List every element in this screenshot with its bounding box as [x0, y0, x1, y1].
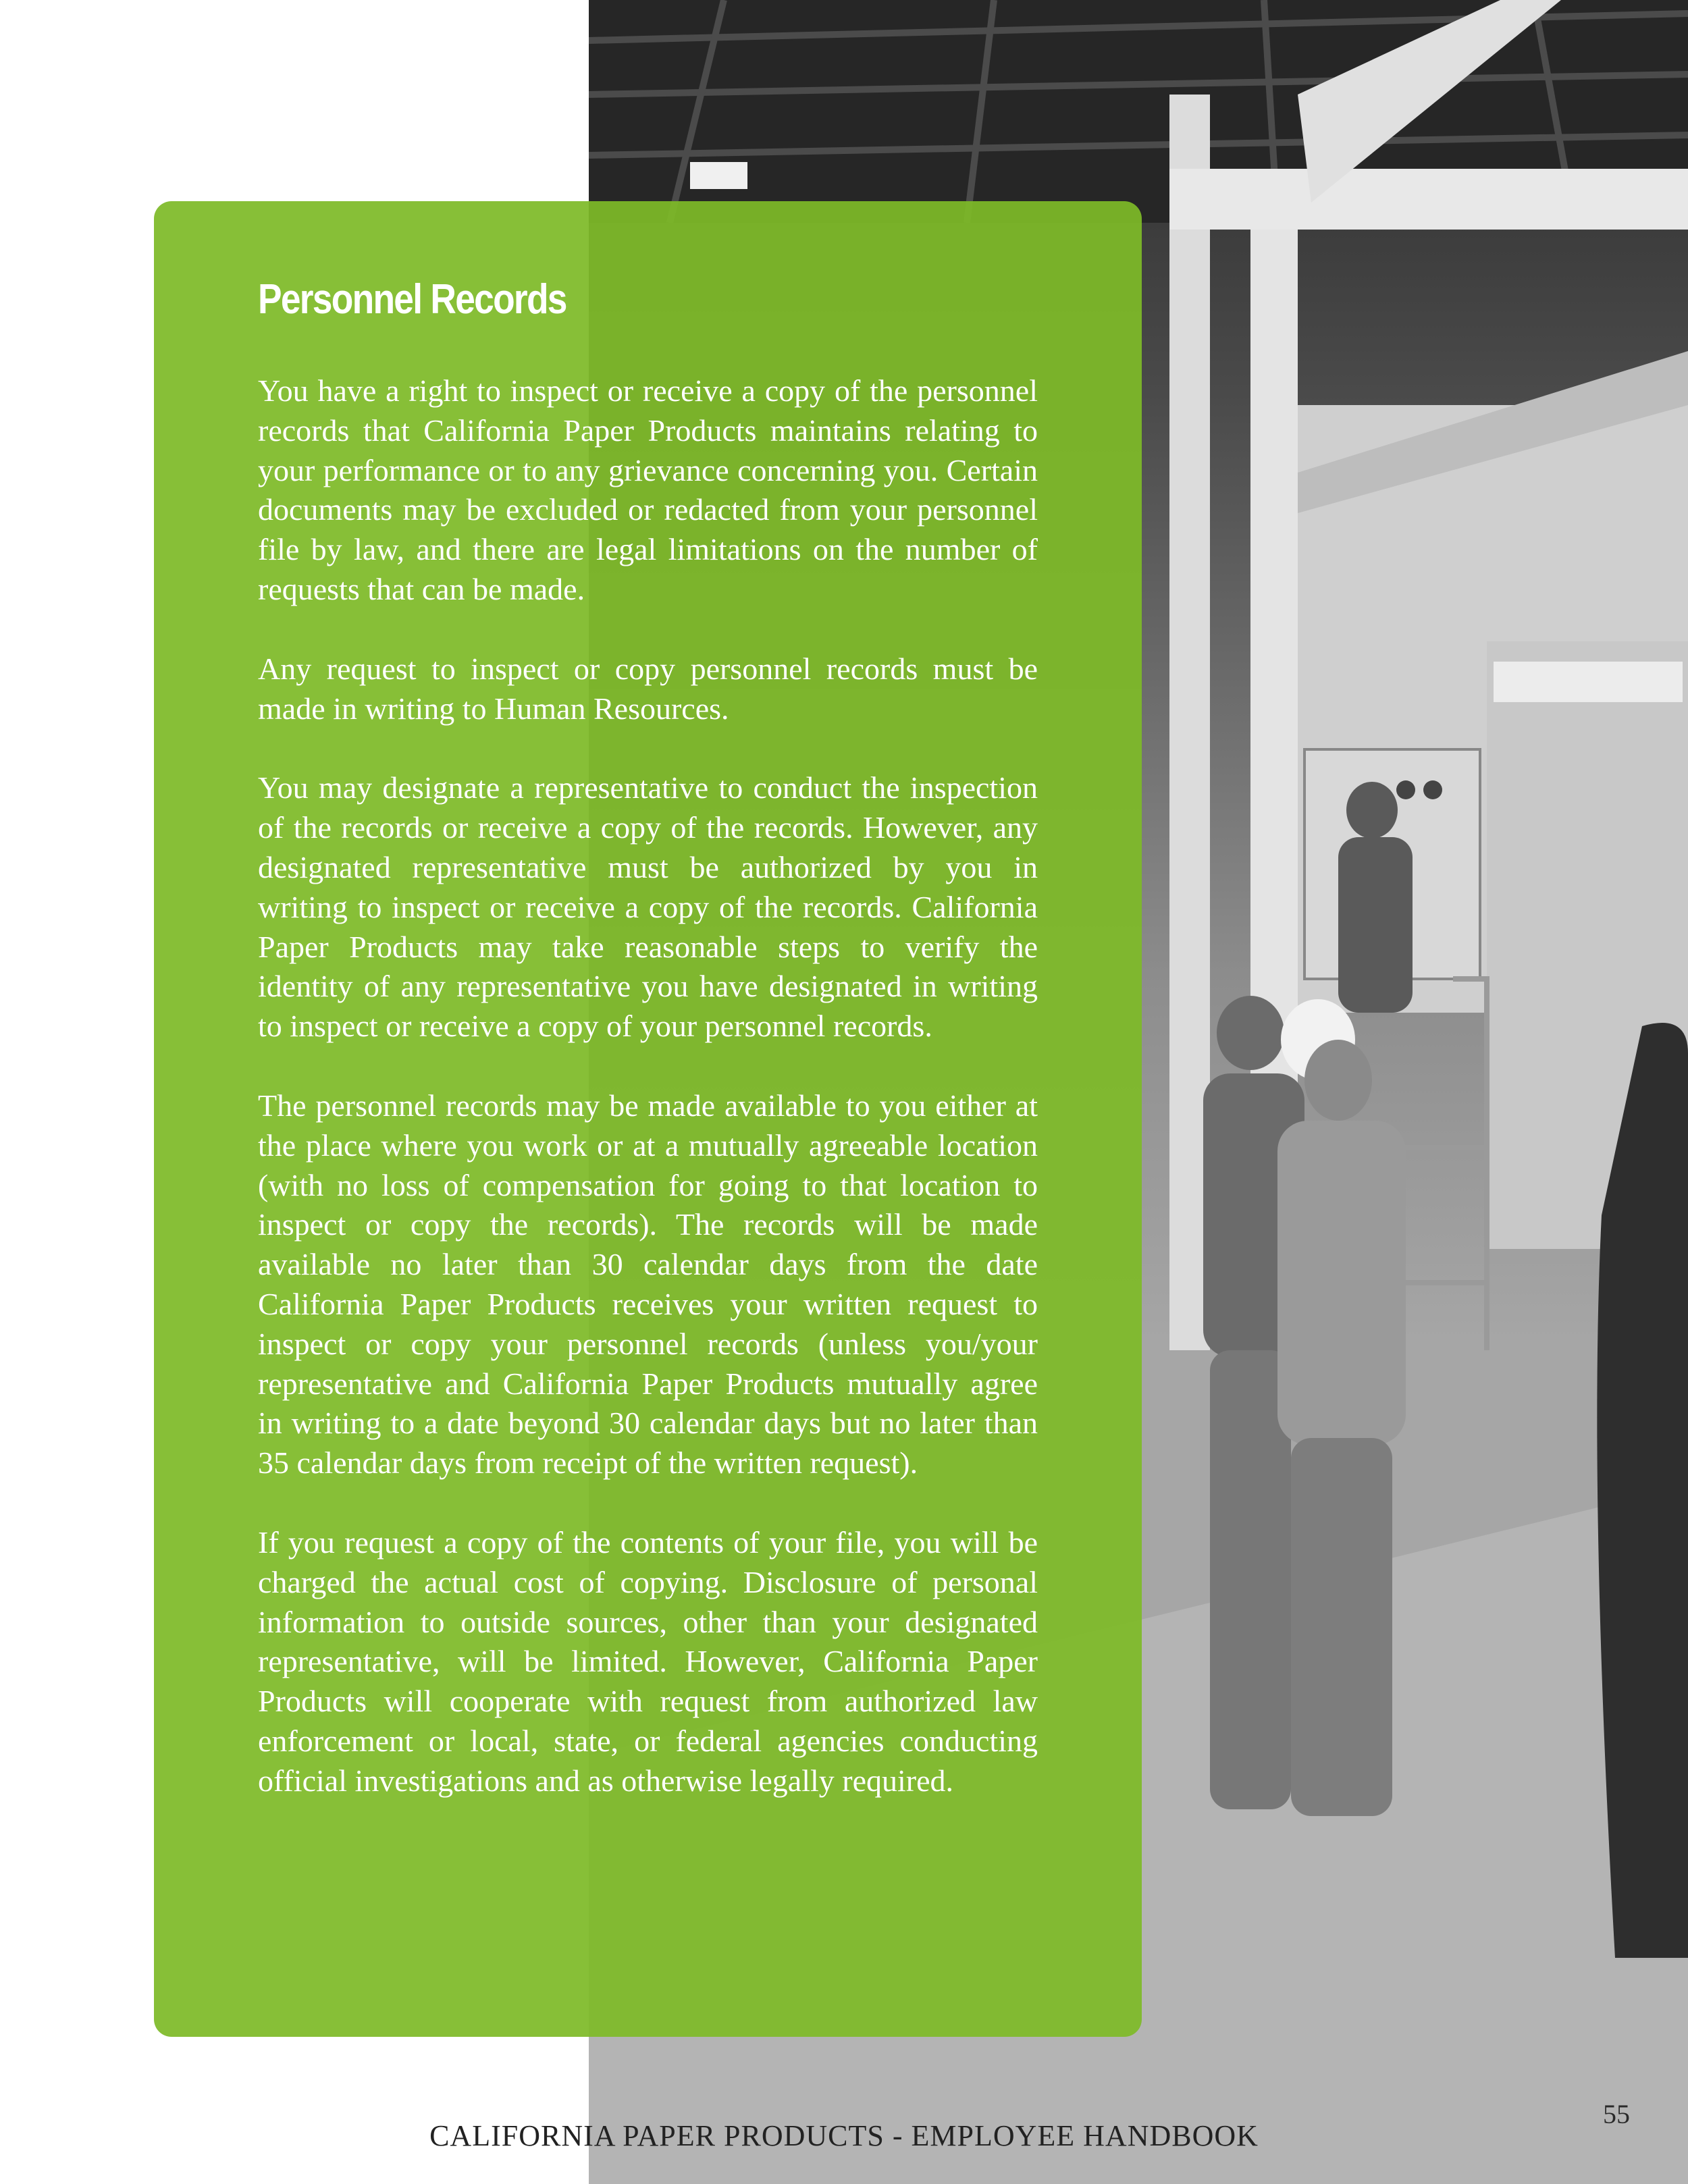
section-body: [258, 371, 1038, 1801]
content-card: [154, 201, 1142, 2037]
paragraph: The personnel records may be made available to you either at the place where you work or at a mutually agreeable location (with no loss of compensation for going to that location to inspect or copy the records). The records will be made available no later than 30 calendar days from the date California Paper Products receives your written request to inspect or copy your personnel records (unless you/your representative and California Paper Products mutually agree in writing to a date beyond 30 calendar days but no later than 35 calendar days from receipt of the written request).: [258, 1088, 1038, 1481]
section-title: Personnel Records: [258, 276, 566, 323]
paragraph: If you request a copy of the contents of your file, you will be charged the actual cost of copying. Disclosure of personal information to outside sources, other than your designated representative, will be limited. However, California Paper Products will cooperate with request from authorized law enforcement or local, state, or federal agencies conducting official investigations and as otherwise legally required.: [258, 1524, 1038, 1798]
paragraph: You have a right to inspect or receive a copy of the personnel records that California Paper Products maintains relating to your performance or to any grievance concerning you. Certain documents may be excluded or redacted from your personnel file by law, and there are legal limitations on the number of requests that can be made.: [258, 373, 1038, 606]
paragraph: You may designate a representative to conduct the inspection of the records or receive a copy of the records. However, any designated representative must be authorized by you in writing to inspect or receive a copy of the records. California Paper Products may take reasonable steps to verify the identity of any representative you have designated in writing to inspect or receive a copy of your personnel records.: [258, 770, 1038, 1044]
footer-handbook-title: CALIFORNIA PAPER PRODUCTS - EMPLOYEE HANDBOOK: [429, 2119, 1259, 2152]
page-number: 55: [1603, 2099, 1630, 2129]
paragraph: Any request to inspect or copy personnel records must be made in writing to Human Resources.: [258, 651, 1038, 726]
